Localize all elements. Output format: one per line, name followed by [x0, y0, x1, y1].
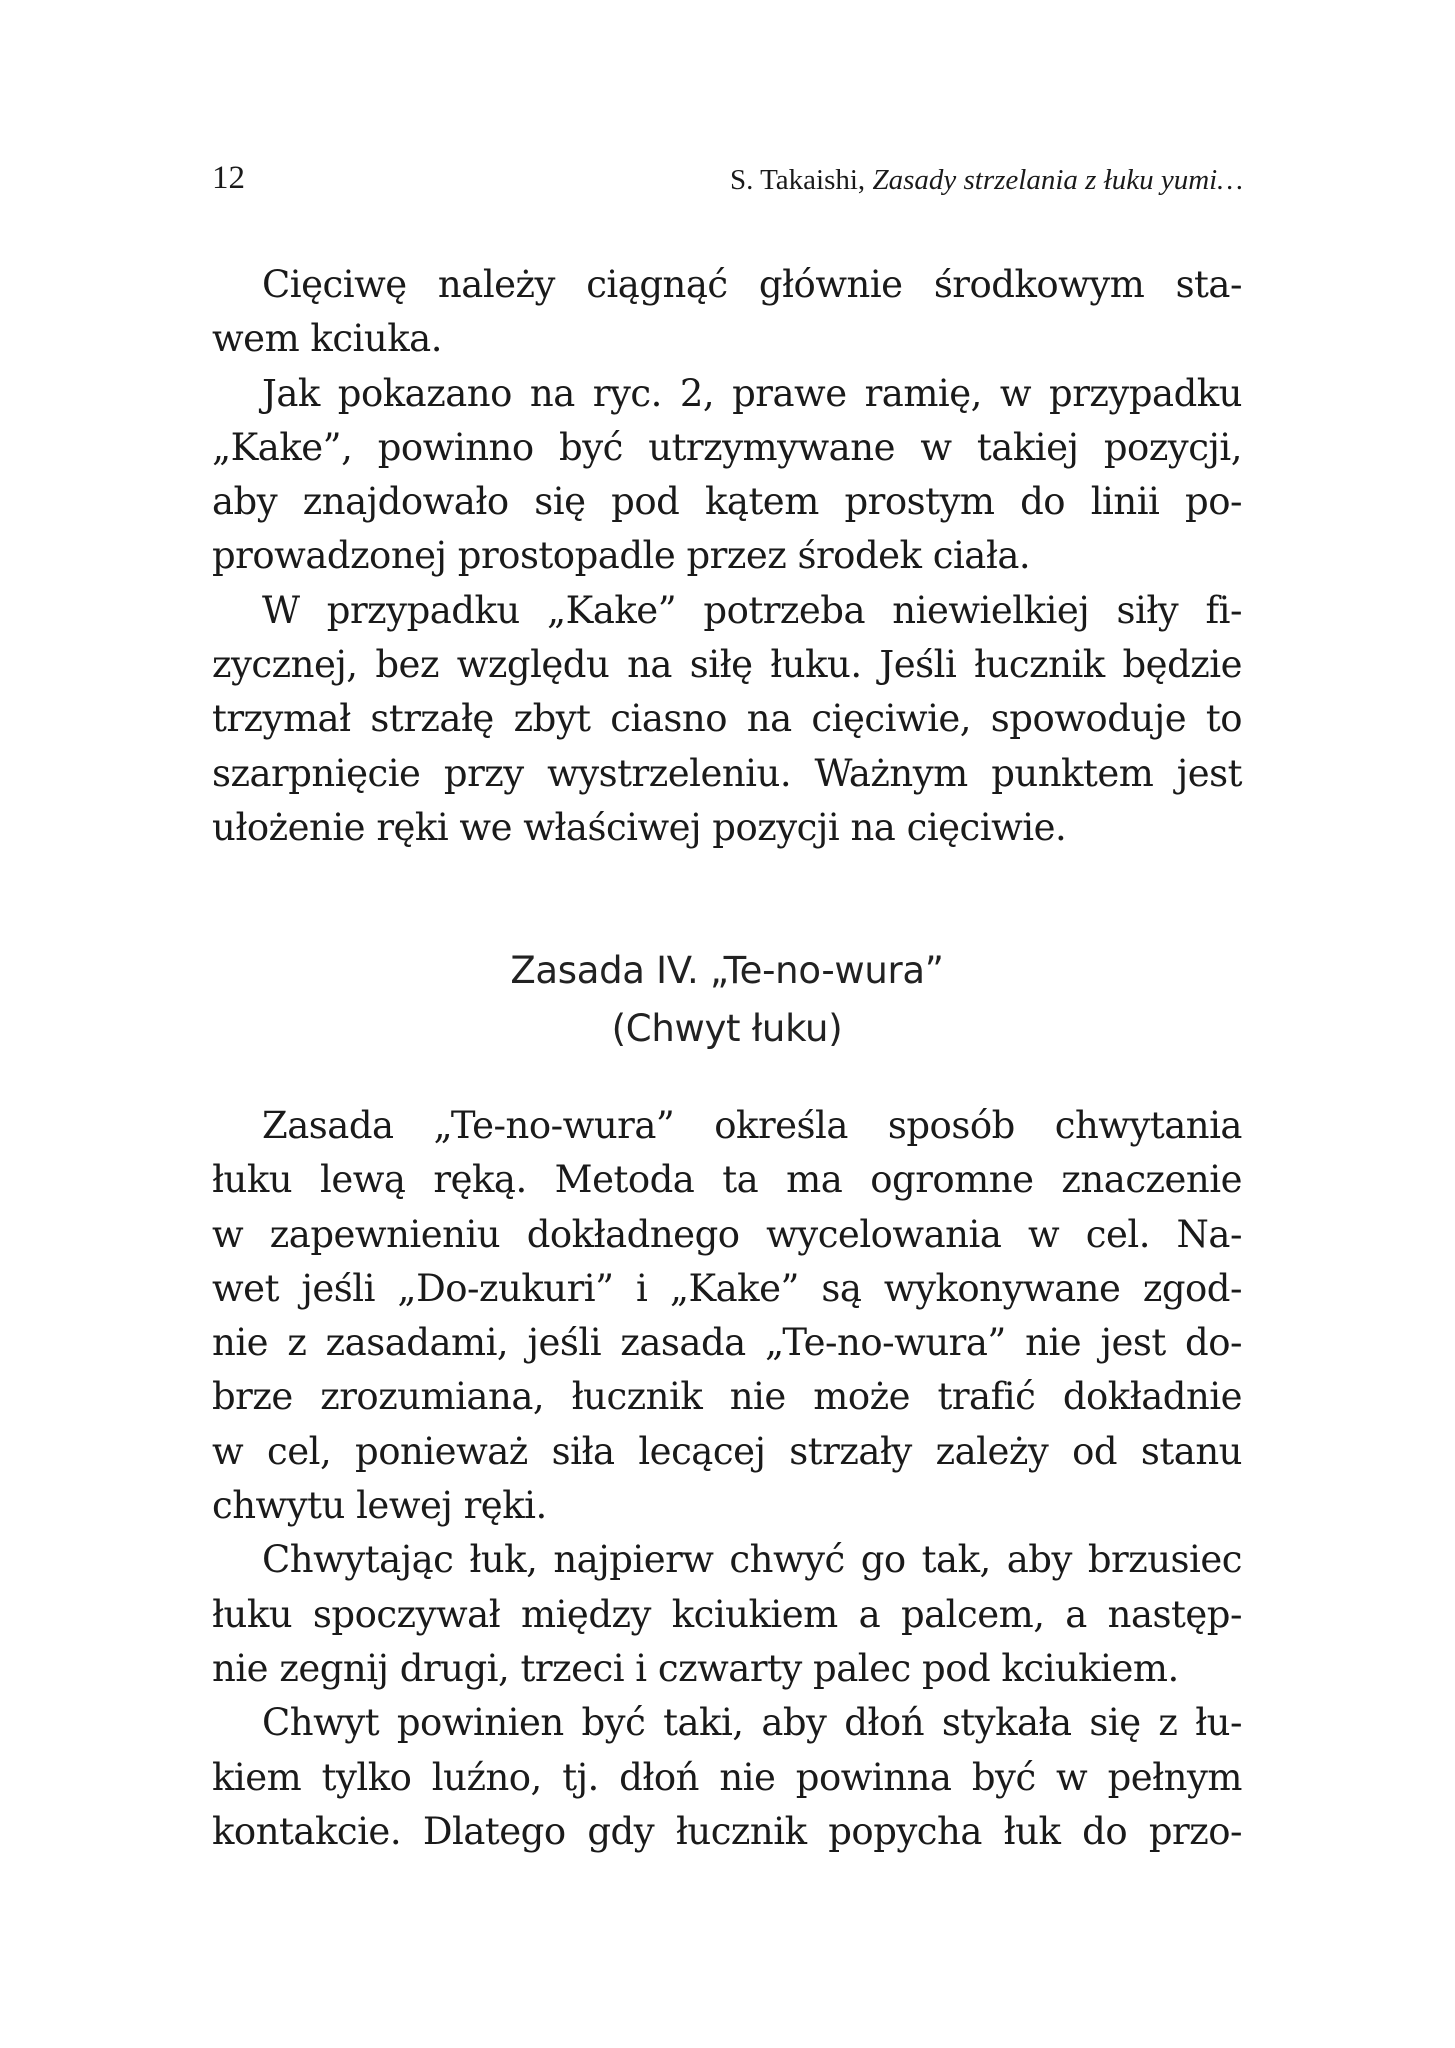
paragraph-line: brze zrozumiana, łucznik nie może trafić dokładnie	[212, 1375, 1242, 1419]
paragraph-line: Cięciwę należy ciągnąć głównie środkowym sta-	[262, 263, 1242, 306]
paragraph-line: ułożenie ręki we właściwej pozycji na cięciwie.	[212, 805, 1067, 849]
text-block-section-2	[212, 1099, 1242, 1859]
paragraph-line: zycznej, bez względu na siłę łuku. Jeśli łucznik będzie	[212, 643, 1242, 687]
paragraph-line: łuku spoczywał między kciukiem a palcem, a następ-	[212, 1592, 1242, 1636]
paragraph-line: aby znajdowało się pod kątem prostym do linii po-	[212, 480, 1242, 524]
paragraph-line: kiem tylko luźno, tj. dłoń nie powinna być w pełnym	[212, 1755, 1242, 1799]
paragraph-line: W przypadku „Kake” potrzeba niewielkiej siły fi-	[262, 588, 1242, 632]
paragraph-line: Chwyt powinien być taki, aby dłoń stykała się z łu-	[262, 1701, 1242, 1745]
paragraph-line: nie zegnij drugi, trzeci i czwarty palec pod kciukiem.	[212, 1646, 1179, 1690]
paragraph-line: nie z zasadami, jeśli zasada „Te-no-wura” nie jest do-	[212, 1321, 1242, 1365]
paragraph-line: trzymał strzałę zbyt ciasno na cięciwie, spowoduje to	[212, 697, 1242, 741]
text-block-section-1	[212, 258, 1242, 855]
paragraph-line: kontakcie. Dlatego gdy łucznik popycha łuk do przo-	[212, 1809, 1242, 1853]
running-head	[730, 160, 1243, 200]
paragraph-line: łuku lewą ręką. Metoda ta ma ogromne znaczenie	[212, 1158, 1242, 1202]
running-head-book-title: Zasady strzelania z łuku yumi…	[872, 164, 1243, 196]
paragraph-line: prowadzonej prostopadle przez środek ciała.	[212, 534, 1031, 578]
section-heading: Zasada IV. „Te-no-wura”	[510, 949, 944, 992]
paragraph-line: w zapewnieniu dokładnego wycelowania w cel. Na-	[212, 1212, 1242, 1256]
paragraph-line: Chwytając łuk, najpierw chwyć go tak, aby brzusiec	[262, 1538, 1242, 1582]
running-head-author: S. Takaishi,	[730, 164, 873, 196]
paragraph-line: chwytu lewej ręki.	[212, 1484, 547, 1528]
paragraph-line: szarpnięcie przy wystrzeleniu. Ważnym punktem jest	[212, 751, 1242, 795]
page-number: 12	[212, 160, 245, 196]
paragraph-line: „Kake”, powinno być utrzymywane w takiej pozycji,	[212, 425, 1242, 469]
paragraph-line: Jak pokazano na ryc. 2, prawe ramię, w przypadku	[262, 371, 1242, 415]
paragraph-line: wem kciuka.	[212, 317, 442, 361]
paragraph-line: Zasada „Te-no-wura” określa sposób chwytania	[262, 1104, 1242, 1147]
paragraph-line: wet jeśli „Do-zukuri” i „Kake” są wykonywane zgod-	[212, 1266, 1242, 1310]
paragraph-line: w cel, ponieważ siła lecącej strzały zależy od stanu	[212, 1429, 1242, 1473]
section-subheading: (Chwyt łuku)	[611, 1007, 843, 1050]
